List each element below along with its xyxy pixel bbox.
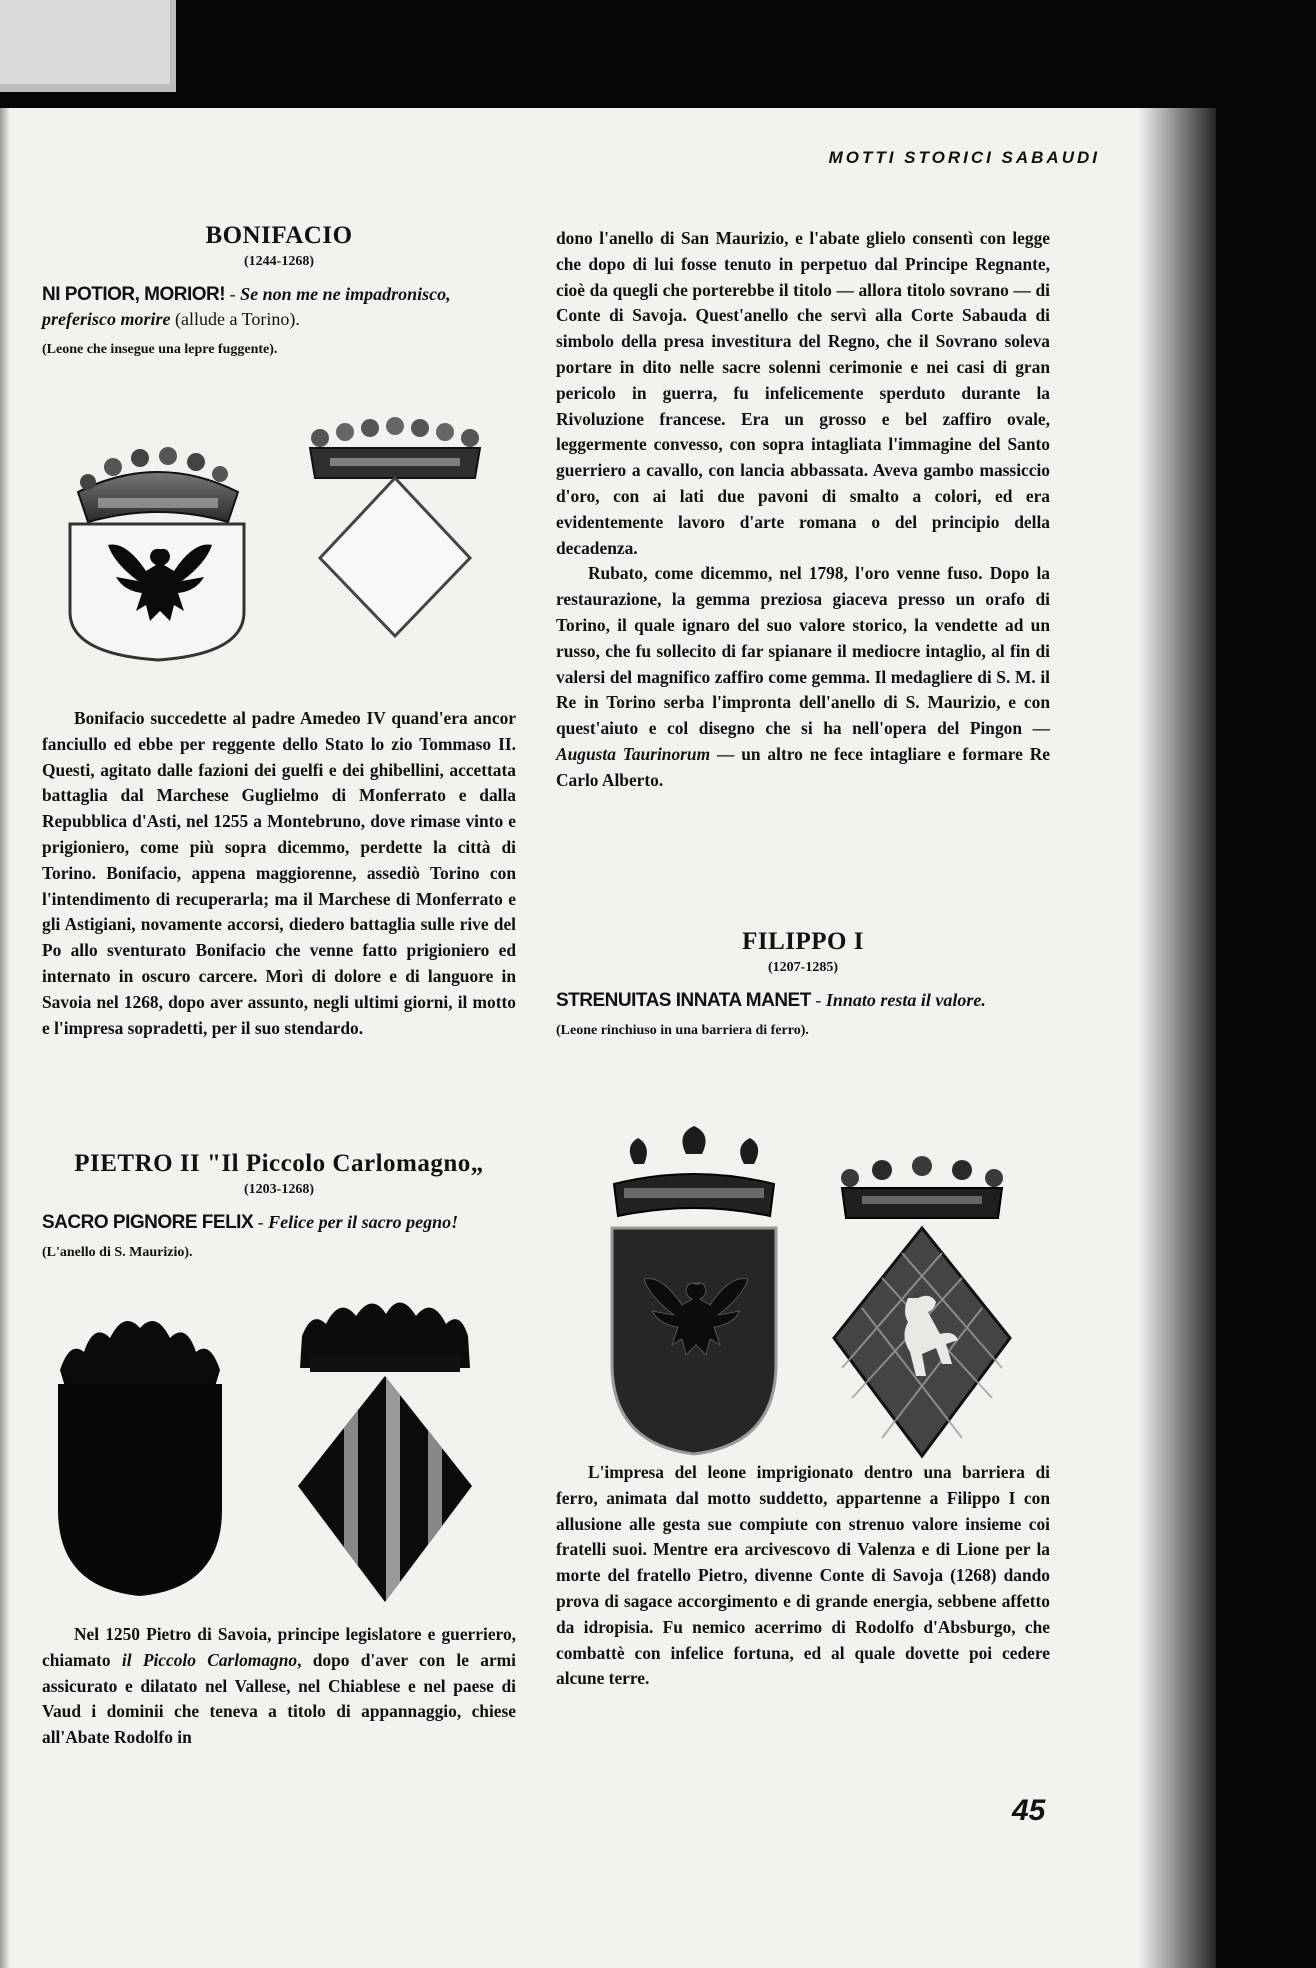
anello-section xyxy=(556,226,1050,794)
pietro-striped-lozenge-illustration xyxy=(290,1296,480,1606)
pietro-title: PIETRO II "Il Piccolo Carlomagno„ xyxy=(74,1150,484,1177)
filippo-body xyxy=(556,1460,1050,1692)
pietro-text-b: , dopo d'aver con le armi assicurato e dilatato nel Vallese, nel Chiablese e nel paese di Vaud i dominii che teneva a titolo di appannaggio, chiese all'Abate Rodolfo in xyxy=(42,1649,516,1748)
scan-border-right xyxy=(1216,0,1316,1968)
filippo-motto xyxy=(556,988,1050,1013)
filippo-dark-shield-illustration xyxy=(594,1124,794,1464)
crown-icon xyxy=(310,417,480,478)
pietro-motto-translation: Felice per il sacro pegno! xyxy=(268,1212,459,1232)
crown-icon xyxy=(841,1156,1003,1218)
anello-paragraph-1: dono l'anello di San Maurizio, e l'abate glielo consentì con legge che dopo di lui fosse tenuto in perpetuo dal Principe Regnante, cioè da quegli che porterebbe il titolo — allora titolo sovrano — di Conte di Savoja. Quest'anello che servì alla Corte Sabauda di simbolo della presa investitura del Regno, che il Sovrano soleva portare in dito nelle sacre solenni cerimonie e nei casi di gran pericolo in guerra, fu infelicemente sperduto durante la Rivoluzione francese. Era un grosso e bel zaffiro ovale, leggermente convesso, con sopra intagliata l'immagine del Santo guerriero a cavallo, con lancia abbassata. Aveva gambo massiccio d'oro, con ai lati due pavoni di smalto a colori, ed era evidentemente lavoro d'arte romana o del principio della decadenza. xyxy=(556,228,1050,558)
filippo-lion-lozenge-illustration xyxy=(822,1138,1022,1468)
crown-icon xyxy=(78,447,238,522)
page-number: 45 xyxy=(1012,1794,1046,1827)
lozenge-shield xyxy=(320,478,470,636)
scan-corner xyxy=(0,0,176,92)
bonifacio-motto-translation: Se non me ne impadronisco, preferisco morire xyxy=(42,284,451,329)
pietro-dates: (1203-1268) xyxy=(244,1182,314,1197)
bonifacio-paragraph: Bonifacio succedette al padre Amedeo IV quand'era ancor fanciullo ed ebbe per reggente dello Stato lo zio Tommaso II. Questi, agitato dalle fazioni dei guelfi e dei ghibellini, accettata battaglia dal Marchese Guglielmo di Monferrato e dalla Repubblica d'Asti, nel 1255 a Montebruno, dove rimase vinto e prigioniero, come più sopra dicemmo, perdette la città di Torino. Bonifacio, appena maggiorenne, assediò Torino con l'intendimento di recuperarla; ma il Marchese di Monferrato e gli Astigiani, novamente accorsi, diedero battaglia sulle rive del Po allo sventurato Bonifacio che venne fatto prigioniero ed internato in oscuro carcere. Morì di dolore e di languore in Savoia nel 1268, dopo aver assunto, negli ultimi giorni, il motto e l'impresa sopradetti, per il suo stendardo. xyxy=(42,708,516,1038)
lozenge-shield xyxy=(290,1376,480,1606)
pietro-motto-latin: SACRO PIGNORE FELIX xyxy=(42,1212,254,1233)
crown-icon xyxy=(60,1321,220,1390)
bonifacio-eagle-shield-illustration xyxy=(58,422,258,662)
pietro-black-shield-illustration xyxy=(50,1310,230,1600)
anello-paragraph-2 xyxy=(556,561,1050,793)
crown-icon xyxy=(614,1126,774,1216)
motto-separator: - xyxy=(810,990,826,1010)
piccolo-carlomagno: il Piccolo Carlomagno xyxy=(121,1649,298,1670)
augusta-taurinorum: Augusta Taurinorum xyxy=(556,743,711,764)
page-left-edge xyxy=(0,108,10,1968)
page-gutter-shadow xyxy=(1138,108,1216,1968)
filippo-title: FILIPPO I xyxy=(742,928,864,955)
filippo-device-note: (Leone rinchiuso in una barriera di ferro). xyxy=(556,1023,809,1038)
anello-text-a: Rubato, come dicemmo, nel 1798, l'oro venne fuso. Dopo la restaurazione, la gemma preziosa giaceva presso un orafo di Torino, il quale ignaro del suo valore storico, la vendette ad un russo, che fu sollecito di far spianare il mediocre intaglio, al fin di valersi del magnifico zaffiro come gemma. Il medagliere di S. M. il Re in Torino serba l'impronta dell'anello di S. Maurizio, e con quest'aiuto e col disegno che si ha nell'opera del Pingon — xyxy=(556,563,1050,739)
bonifacio-title: BONIFACIO xyxy=(205,222,353,249)
bonifacio-dates: (1244-1268) xyxy=(244,254,314,269)
pietro-section xyxy=(42,1150,516,1261)
pietro-text-a: Nel 1250 Pietro di Savoia, principe legislatore e guerriero, chiamato xyxy=(42,1624,516,1670)
bonifacio-motto xyxy=(42,282,516,332)
filippo-dates: (1207-1285) xyxy=(768,960,838,975)
filippo-motto-translation: Innato resta il valore. xyxy=(825,990,986,1010)
filippo-paragraph: L'impresa del leone imprigionato dentro una barriera di ferro, animata dal motto suddetto, appartenne a Filippo I con allusione alle gesta sue compiute con strenuo valore insieme coi fratelli suoi. Mentre era arcivescovo di Valenza e di Lione per la morte del fratello Pietro, divenne Conte di Savoja (1268) dando prova di sagace accorgimento e di grande energia, sebbene affetto da idropisia. Fu nemico acerrimo di Rodolfo d'Absburgo, che combattè con infelice fortuna, ed al quale dovette poi cedere alcune terre. xyxy=(556,1462,1050,1689)
pietro-motto xyxy=(42,1210,516,1235)
motto-separator: - xyxy=(225,284,241,304)
pietro-device-note: (L'anello di S. Maurizio). xyxy=(42,1245,193,1260)
filippo-motto-latin: STRENUITAS INNATA MANET xyxy=(556,990,811,1011)
running-head: MOTTI STORICI SABAUDI xyxy=(828,148,1100,167)
bonifacio-lozenge-illustration xyxy=(300,408,490,638)
pietro-paragraph xyxy=(42,1622,516,1751)
crown-icon xyxy=(300,1302,470,1372)
bonifacio-motto-note: (allude a Torino). xyxy=(170,309,300,329)
motto-separator: - xyxy=(253,1212,269,1232)
scan-border-top xyxy=(0,0,1316,108)
bonifacio-motto-latin: NI POTIOR, MORIOR! xyxy=(42,284,226,305)
anello-text-b: — un altro ne fece intagliare e formare Re Carlo Alberto. xyxy=(556,743,1051,790)
bonifacio-body xyxy=(42,706,516,1041)
shield-outline xyxy=(58,1384,222,1596)
filippo-section xyxy=(556,928,1050,1039)
bonifacio-device-note: (Leone che insegue una lepre fuggente). xyxy=(42,342,278,357)
bonifacio-section xyxy=(42,222,516,358)
pietro-body xyxy=(42,1622,516,1751)
